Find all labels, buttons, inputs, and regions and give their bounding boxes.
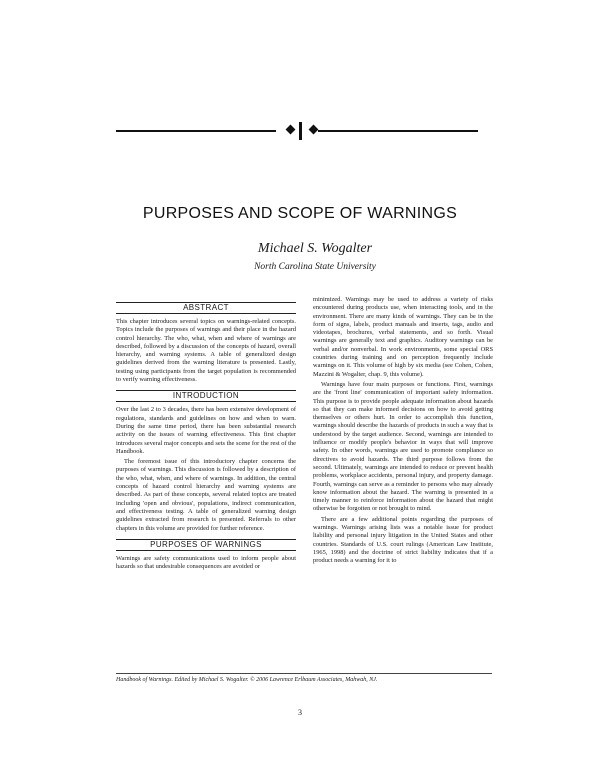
author-name: Michael S. Wogalter xyxy=(257,241,373,256)
right-column xyxy=(313,296,493,566)
body-paragraph: Warnings have four main purposes or functions. First, warnings are the 'front line' communication of important safety information. This purpose is to provide people adequate information about hazards so that they can make informed decisions on how to avoid getting themselves or others hurt. In order to accomplish this function, warnings should describe the hazards of products in such a way that is understood by the target audience. Second, warnings are intended to influence or modify people's behavior in ways that will improve safety. In other words, warnings are used to promote compliance so directives to avoid hazards. The third purpose follows from the second. Ultimately, warnings are intended to reduce or prevent health problems, workplace accidents, personal injury, and property damage. Fourth, warnings can serve as a reminder to persons who may already know information about the hazard. The warning is presented in a timely manner to reinforce information about the hazard that might otherwise be forgotten or not brought to mind. xyxy=(313,380,493,513)
page-number: 3 xyxy=(298,708,302,717)
purposes-paragraph: Warnings are safety communications used to inform people about hazards so that undesirable consequences are avoided or xyxy=(116,554,296,571)
diamond-ornament-icon xyxy=(286,125,296,135)
footnote: Handbook of Warnings. Edited by Michael S. Wogalter. © 2006 Lawrence Erlbaum Associates, Mahwah, NJ. xyxy=(116,677,378,683)
decorative-header-rule xyxy=(116,124,478,138)
left-column xyxy=(116,296,296,571)
introduction-paragraph: Over the last 2 to 3 decades, there has been extensive development of regulations, standards and guidelines on how and when to warn. During the same time period, there has been substantial research activity on the issues of warning effectiveness. This first chapter introduces several major concepts and sets the scene for the rest of the Handbook. xyxy=(116,406,296,455)
body-paragraph: There are a few additional points regarding the purposes of warnings. Warnings arising lists was a notable issue for product liability and personal injury litigation in the United States and other countries. Standards of U.S. court rulings (American Law Institute, 1965, 1998) and the doctrine of strict liability indicates that if a product needs a warning for it to xyxy=(313,515,493,565)
purposes-heading: PURPOSES OF WARNINGS xyxy=(116,539,296,550)
author-affiliation: North Carolina State University xyxy=(254,262,376,272)
center-bar-ornament xyxy=(299,122,302,140)
abstract-heading: ABSTRACT xyxy=(116,302,296,313)
introduction-paragraph: The foremost issue of this introductory chapter concerns the purposes of warnings. This discussion is followed by a description of the who, what, when, and where of warnings. In addition, the central concepts of hazard control hierarchy and warning systems are described. As part of these concepts, several related topics are treated including 'open and obvious', populations, indirect communication, and effectiveness testing. A table of generalized warning design guidelines extracted from research is presented. Referrals to other chapters in this volume are provided for further reference. xyxy=(116,458,296,532)
body-paragraph: minimized. Warnings may be used to address a variety of risks encountered during products use, when interacting tools, and in the environment. There are many kinds of warnings. They can be in the form of signs, labels, product manuals and inserts, tags, audio and videotapes, brochures, verbal statements, and so forth. Visual warnings are generally text and graphics. Auditory warnings can be verbal and/or nonverbal. In work environments, some special ORS countries during training and on perception frequently include warnings on it. This volume of high by six media (see Cohen, Cohen, Mazzini & Wogalter, chap. 9, this volume). xyxy=(313,296,493,378)
introduction-heading: INTRODUCTION xyxy=(116,390,296,401)
footnote-rule xyxy=(116,673,492,674)
diamond-ornament-icon xyxy=(309,125,319,135)
abstract-text: This chapter introduces several topics on warnings-related concepts. Topics include the purposes of warnings and their place in the hazard control hierarchy. The who, what, when and where of warnings are described, followed by a discussion of the concepts of hazard, overall hierarchy, and warning systems. A table of generalized design guidelines derived from the warning literature is presented. Lastly, testing using participants from the target population is recommended to verify warning effectiveness. xyxy=(116,318,296,384)
chapter-title: PURPOSES AND SCOPE OF WARNINGS xyxy=(142,205,458,222)
